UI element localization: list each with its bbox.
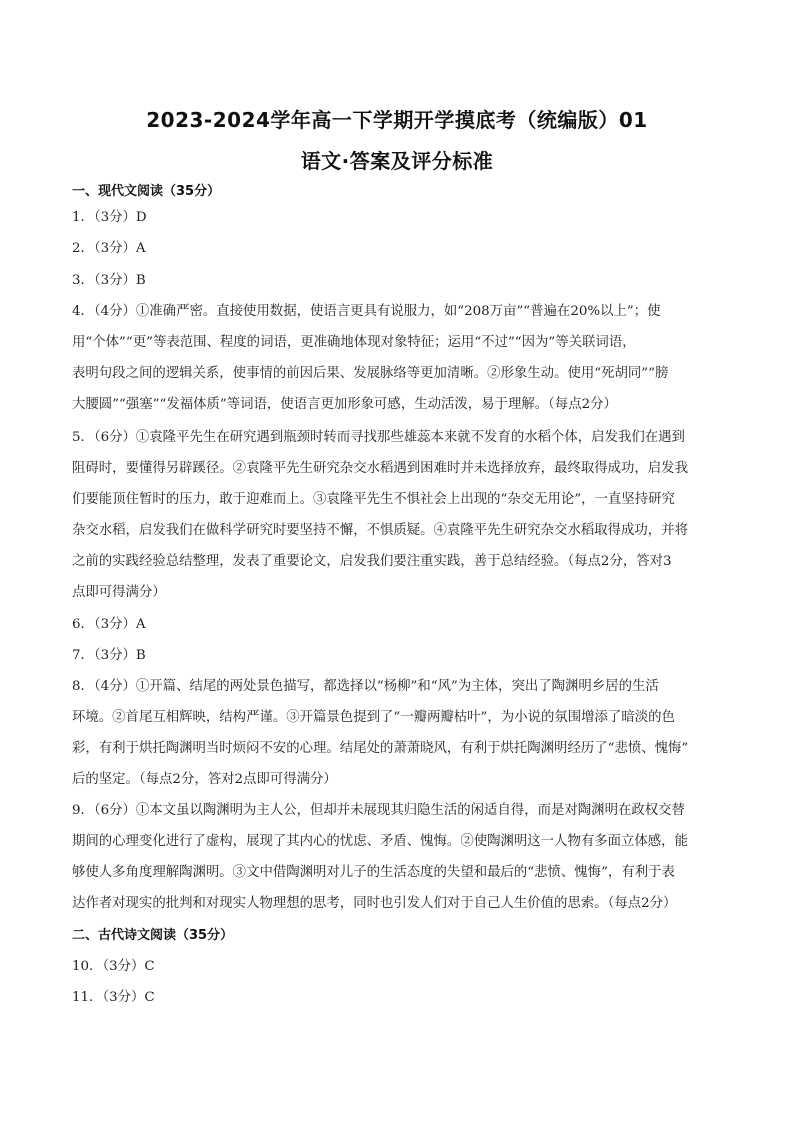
section-heading-modern-reading: 一、现代文阅读（35分） [72,184,221,199]
answer-line: 杂交水稻，启发我们在做科学研究时要坚持不懈，不惧质疑。④袁隆平先生研究杂交水稻取得成功，并将 [72,523,688,538]
answer-line: 达作者对现实的批判和对现实人物理想的思考，同时也引发人们对于自己人生价值的思索。（每点2分） [72,896,677,911]
answer-line: 11．（3分）C [72,990,155,1005]
answer-line: 4．（4分）①准确严密。直接使用数据，使语言更具有说服力，如“208万亩”“普遍在20%以上”；使 [72,304,661,319]
answer-line: 1．（3分）D [72,210,147,225]
answer-line: 环境。②首尾互相辉映，结构严谨。③开篇景色提到了“一瓣两瓣枯叶”，为小说的氛围增添了暗淡的色 [72,710,675,725]
answer-line: 后的坚定。（每点2分，答对2点即可得满分） [72,772,337,787]
section-heading-classical-reading: 二、古代诗文阅读（35分） [72,928,234,943]
answer-line: 6．（3分）A [72,617,146,632]
answer-line: 7．（3分）B [72,648,146,663]
answer-line: 大腰圆”“强塞”“发福体质”等词语，使语言更加形象可感，生动活泼，易于理解。（每点2分） [72,397,617,412]
answer-line: 阻碍时，要懂得另辟蹊径。②袁隆平先生研究杂交水稻遇到困难时并未选择放弃，最终取得成功，启发我 [72,461,688,476]
answer-line: 10．（3分）C [72,959,155,974]
answer-line: 之前的实践经验总结整理，发表了重要论文，启发我们要注重实践，善于总结经验。（每点2分，答对3 [72,554,672,569]
document-title: 2023-2024学年高一下学期开学摸底考（统编版）01 [146,108,648,132]
answer-line: 9．（6分）①本文虽以陶渊明为主人公，但却并未展现其归隐生活的闲适自得，而是对陶渊明在政权交替 [72,803,685,818]
answer-line: 5．（6分）①袁隆平先生在研究遇到瓶颈时转而寻找那些雄蕊本来就不发育的水稻个体，启发我们在遇到 [72,430,685,445]
answer-line: 够使人多角度理解陶渊明。③文中借陶渊明对儿子的生活态度的失望和最后的“悲愤、愧悔”，有利于表 [72,865,675,880]
answer-line: 们要能顶住暂时的压力，敢于迎难而上。③袁隆平先生不惧社会上出现的“杂交无用论”，一直坚持研究 [72,492,675,507]
answer-line: 表明句段之间的逻辑关系，使事情的前因后果、发展脉络等更加清晰。②形象生动。使用“死胡同”“膀 [72,366,669,381]
document-subtitle: 语文·答案及评分标准 [300,149,494,173]
answer-line: 8．（4分）①开篇、结尾的两处景色描写，都选择以“杨柳”和“风”为主体，突出了陶渊明乡居的生活 [72,679,659,694]
answer-line: 2．（3分）A [72,241,146,256]
answer-line: 3．（3分）B [72,273,146,288]
answer-line: 点即可得满分） [72,585,166,600]
answer-line: 用“个体”“更”等表范围、程度的词语，更准确地体现对象特征；运用“不过”“因为”等关联词语， [72,335,636,350]
answer-line: 期间的心理变化进行了虚构，展现了其内心的忧虑、矛盾、愧悔。②使陶渊明这一人物有多面立体感，能 [72,834,688,849]
answer-line: 彩，有利于烘托陶渊明当时烦闷不安的心理。结尾处的萧萧晓风，有利于烘托陶渊明经历了“悲愤、愧悔” [72,741,689,756]
